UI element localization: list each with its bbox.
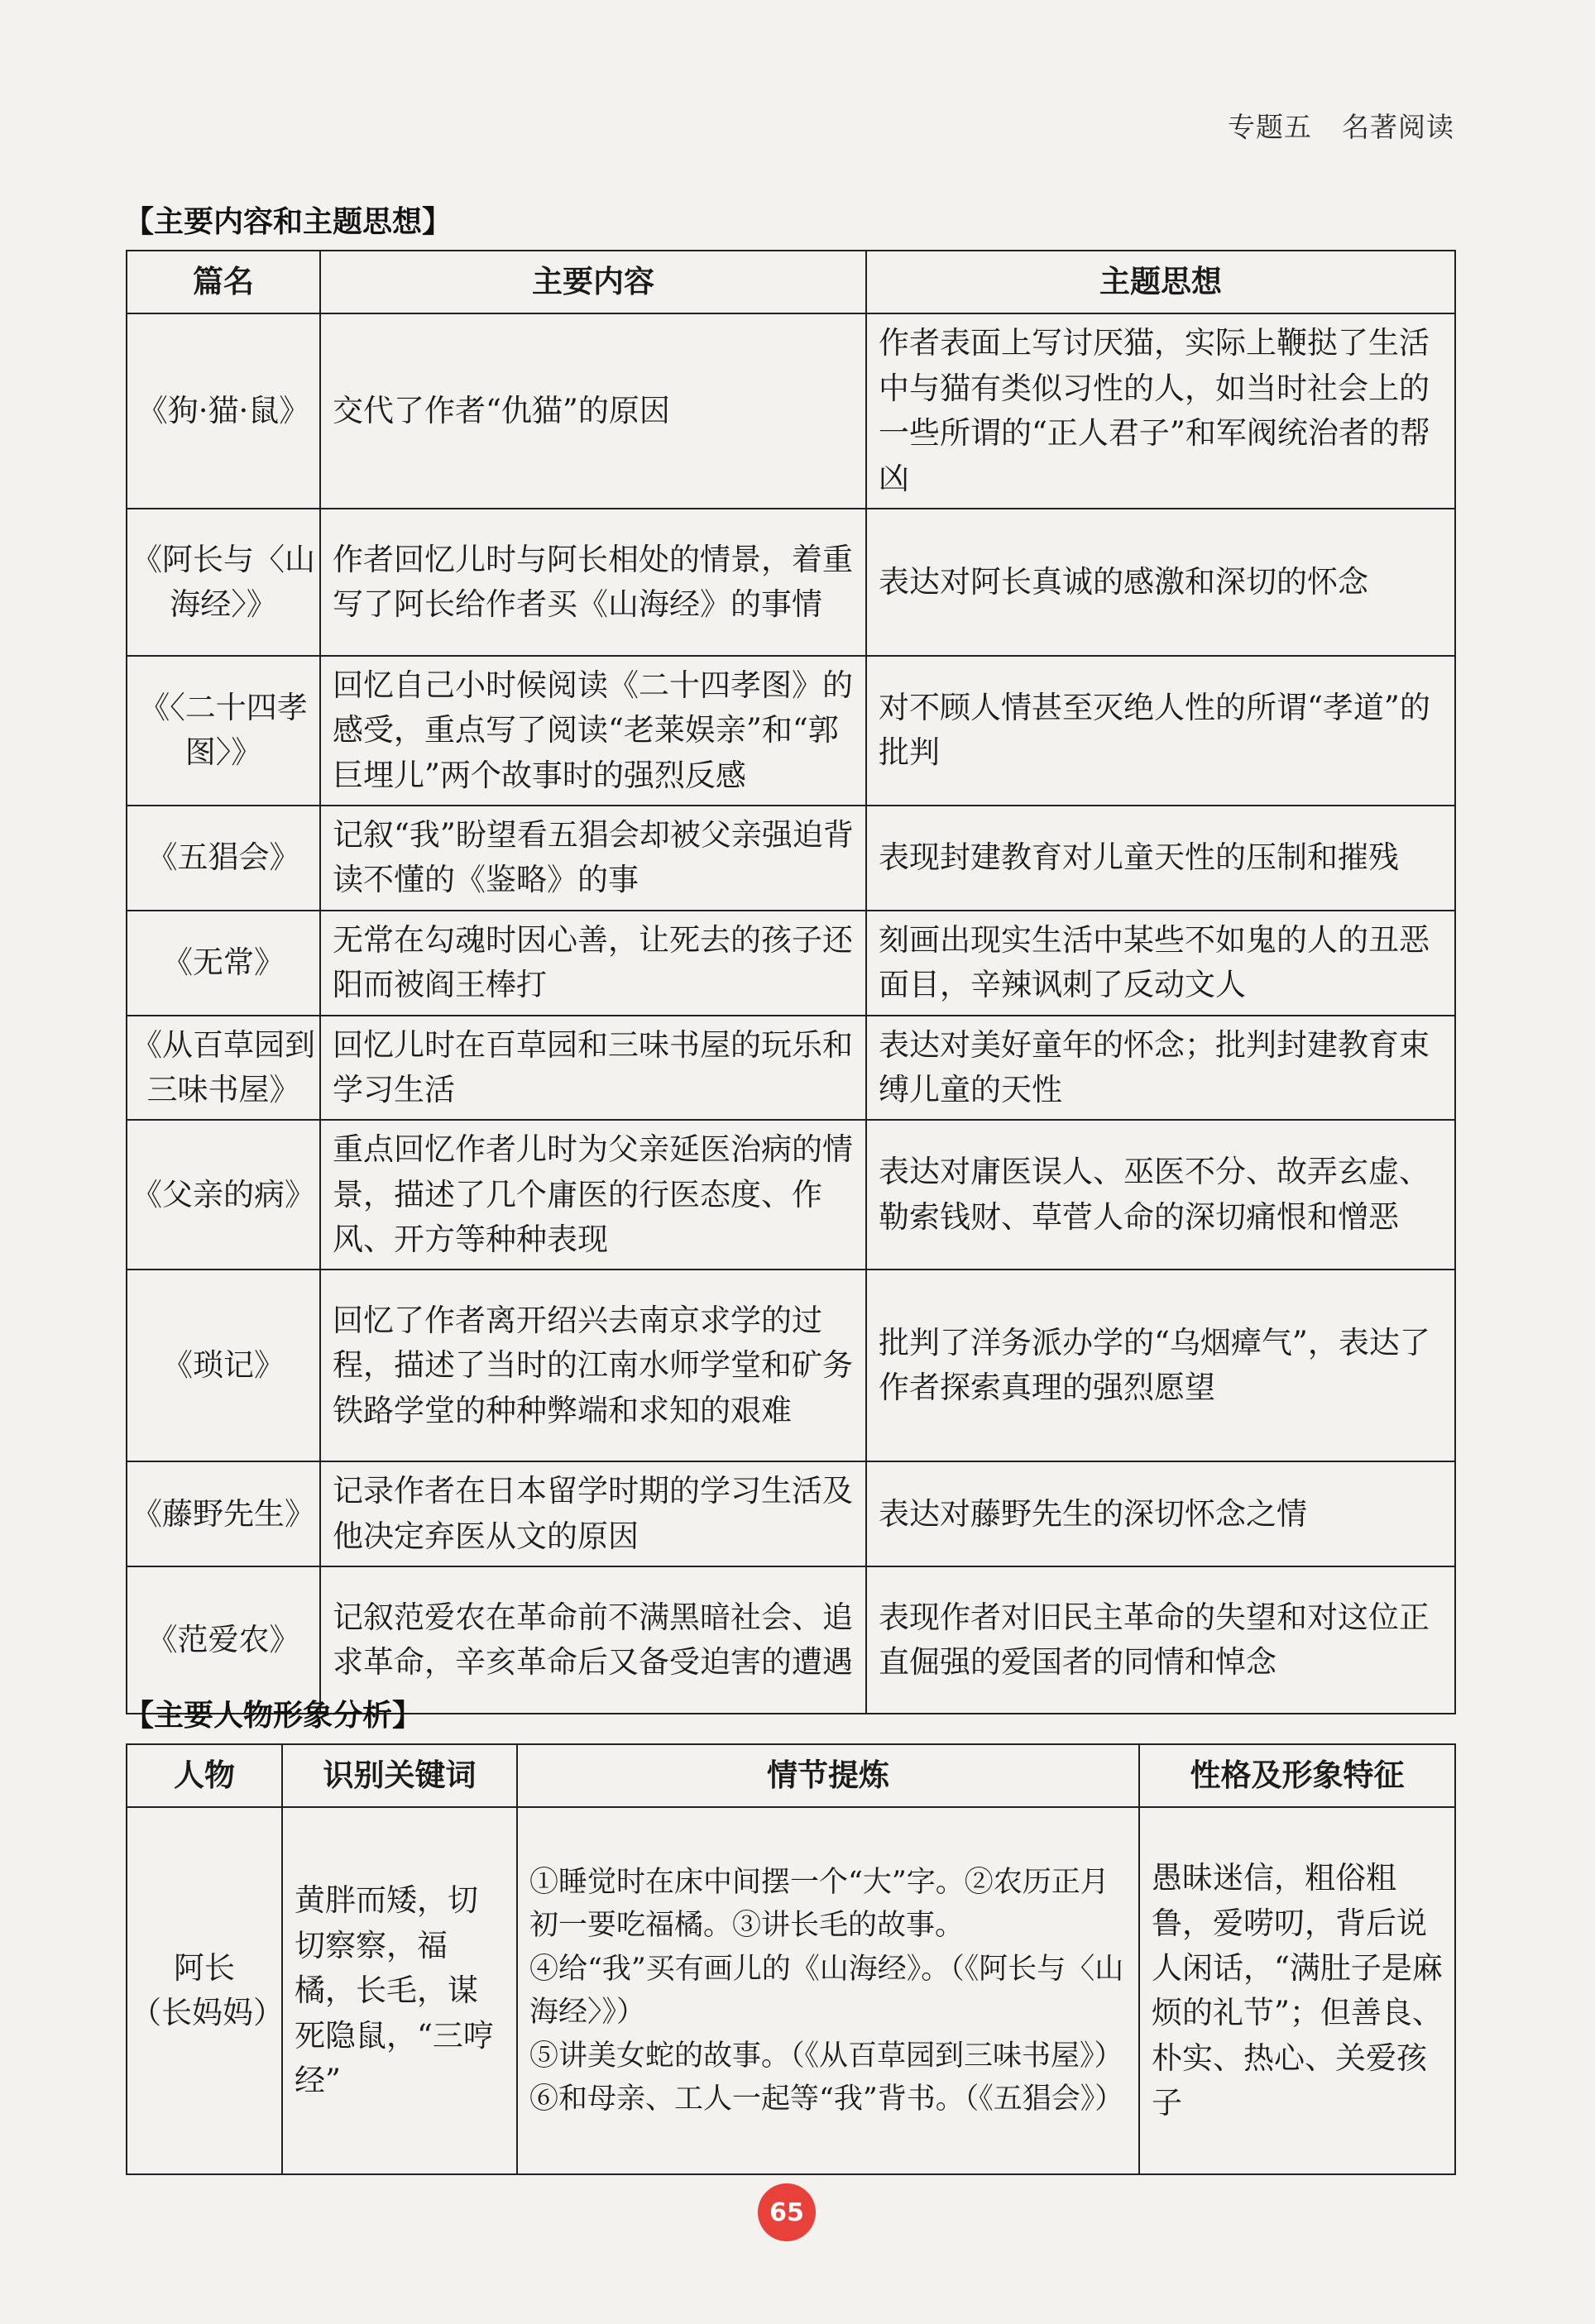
character-name-cell	[127, 1807, 282, 2174]
column-header-title: 篇名	[127, 251, 320, 313]
work-content: 记叙“我”盼望看五猖会却被父亲强迫背读不懂的《鉴略》的事	[320, 806, 866, 911]
column-header-theme: 主题思想	[866, 251, 1455, 313]
work-theme: 表现封建教育对儿童天性的压制和摧残	[866, 806, 1455, 911]
work-theme: 作者表面上写讨厌猫，实际上鞭挞了生活中与猫有类似习性的人，如当时社会上的一些所谓的“正人君子”和军阀统治者的帮凶	[866, 313, 1455, 509]
work-content: 记录作者在日本留学时期的学习生活及他决定弃医从文的原因	[320, 1461, 866, 1566]
column-header-traits: 性格及形象特征	[1139, 1744, 1455, 1807]
table-row	[127, 806, 1455, 911]
plot-item: ①睡觉时在床中间摆一个“大”字。②农历正月初一要吃福橘。③讲长毛的故事。	[529, 1865, 1109, 1943]
table-row	[127, 1461, 1455, 1566]
table-row	[127, 1270, 1455, 1461]
work-theme: 表达对美好童年的怀念；批判封建教育束缚儿童的天性	[866, 1016, 1455, 1121]
work-title: 《父亲的病》	[127, 1120, 320, 1270]
character-alias: （长妈妈）	[131, 1995, 284, 2031]
character-traits: 愚昧迷信，粗俗粗鲁，爱唠叨，背后说人闲话，“满肚子是麻烦的礼节”；但善良、朴实、热心、关爱孩子	[1139, 1807, 1455, 2174]
page-header	[1198, 106, 1454, 145]
work-content: 交代了作者“仇猫”的原因	[320, 313, 866, 509]
work-content: 回忆儿时在百草园和三味书屋的玩乐和学习生活	[320, 1016, 866, 1121]
table-row	[127, 1120, 1455, 1270]
work-theme: 表达对阿长真诚的感激和深切的怀念	[866, 509, 1455, 656]
character-name: 阿长	[174, 1950, 235, 1986]
header-subject: 名著阅读	[1342, 111, 1454, 143]
table-header-row	[127, 251, 1455, 313]
column-header-character: 人物	[127, 1744, 282, 1807]
section-title-content-theme: 【主要内容和主题思想】	[124, 205, 453, 239]
work-content: 回忆了作者离开绍兴去南京求学的过程，描述了当时的江南水师学堂和矿务铁路学堂的种种弊端和求知的艰难	[320, 1270, 866, 1461]
work-title: 《阿长与〈山海经〉》	[127, 509, 320, 656]
table-row	[127, 509, 1455, 656]
work-theme: 表达对藤野先生的深切怀念之情	[866, 1461, 1455, 1566]
character-plot	[517, 1807, 1139, 2174]
work-content: 作者回忆儿时与阿长相处的情景，着重写了阿长给作者买《山海经》的事情	[320, 509, 866, 656]
work-title: 《从百草园到三味书屋》	[127, 1016, 320, 1121]
work-title: 《琐记》	[127, 1270, 320, 1461]
plot-item: ④给“我”买有画儿的《山海经》。（《阿长与〈山海经〉》）	[529, 1952, 1124, 2030]
header-topic: 专题五	[1228, 111, 1312, 143]
work-theme: 表达对庸医误人、巫医不分、故弄玄虚、勒索钱财、草菅人命的深切痛恨和憎恶	[866, 1120, 1455, 1270]
column-header-plot: 情节提炼	[517, 1744, 1139, 1807]
character-analysis-table	[126, 1743, 1456, 2175]
table-header-row	[127, 1744, 1455, 1807]
plot-item: ⑤讲美女蛇的故事。（《从百草园到三味书屋》）	[529, 2039, 1123, 2073]
work-title: 《〈二十四孝图〉》	[127, 656, 320, 806]
work-title: 《藤野先生》	[127, 1461, 320, 1566]
column-header-content: 主要内容	[320, 251, 866, 313]
work-theme: 表现作者对旧民主革命的失望和对这位正直倔强的爱国者的同情和悼念	[866, 1566, 1455, 1714]
work-theme: 批判了洋务派办学的“乌烟瘴气”，表达了作者探索真理的强烈愿望	[866, 1270, 1455, 1461]
work-content: 无常在勾魂时因心善，让死去的孩子还阳而被阎王棒打	[320, 911, 866, 1016]
work-theme: 对不顾人情甚至灭绝人性的所谓“孝道”的批判	[866, 656, 1455, 806]
work-title: 《五猖会》	[127, 806, 320, 911]
table-row	[127, 911, 1455, 1016]
work-content: 回忆自己小时候阅读《二十四孝图》的感受，重点写了阅读“老莱娱亲”和“郭巨埋儿”两个故事时的强烈反感	[320, 656, 866, 806]
work-title: 《范爱农》	[127, 1566, 320, 1714]
table-row	[127, 1016, 1455, 1121]
section-title-character-analysis: 【主要人物形象分析】	[124, 1699, 423, 1733]
table-row	[127, 656, 1455, 806]
content-theme-table	[126, 250, 1456, 1714]
character-keywords: 黄胖而矮，切切察察，福橘，长毛，谋死隐鼠，“三哼经”	[282, 1807, 517, 2174]
table-row	[127, 313, 1455, 509]
work-content: 重点回忆作者儿时为父亲延医治病的情景，描述了几个庸医的行医态度、作风、开方等种种表现	[320, 1120, 866, 1270]
column-header-keywords: 识别关键词	[282, 1744, 517, 1807]
work-title: 《无常》	[127, 911, 320, 1016]
plot-item: ⑥和母亲、工人一起等“我”背书。（《五猖会》）	[529, 2083, 1124, 2116]
page-number: 65	[758, 2183, 816, 2241]
work-content: 记叙范爱农在革命前不满黑暗社会、追求革命，辛亥革命后又备受迫害的遭遇	[320, 1566, 866, 1714]
work-theme: 刻画出现实生活中某些不如鬼的人的丑恶面目，辛辣讽刺了反动文人	[866, 911, 1455, 1016]
work-title: 《狗·猫·鼠》	[127, 313, 320, 509]
table-row	[127, 1807, 1455, 2174]
